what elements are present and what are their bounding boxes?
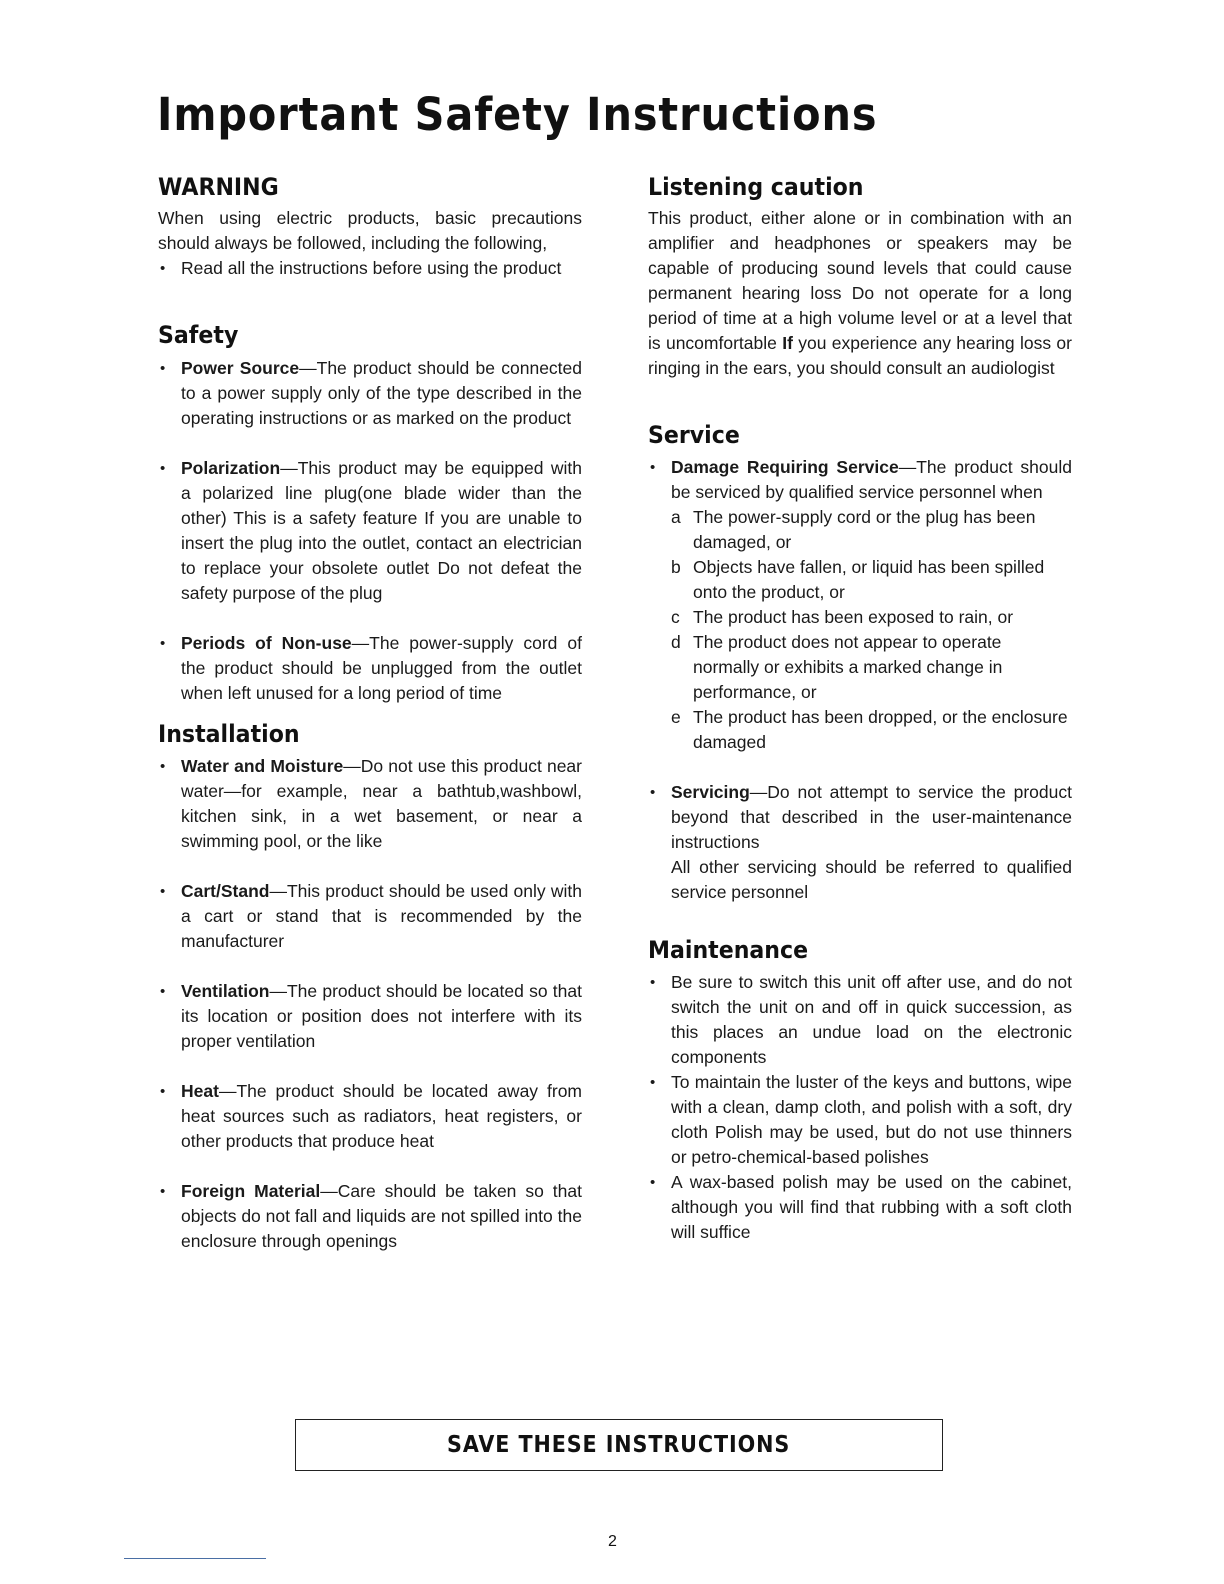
condition-b — [671, 555, 1072, 605]
item-text: —This product may be equipped with a polarized line plug(one blade wider than the other) This is a safety feature If you are unable to insert the plug into the outlet, contact an electrician to replace your obsolete outlet Do not defeat the safety purpose of the plug — [181, 458, 582, 603]
page-number: 2 — [608, 1533, 617, 1550]
installation-item-cart — [158, 879, 582, 954]
listening-heading: Listening caution — [648, 173, 864, 201]
item-label: Damage Requiring Service — [671, 457, 899, 477]
condition-text: Objects have fallen, or liquid has been spilled onto the product, or — [693, 557, 1045, 602]
item-label: Heat — [181, 1081, 219, 1101]
item-label: Cart/Stand — [181, 881, 270, 901]
left-column — [158, 172, 582, 1254]
condition-letter: e — [671, 707, 681, 727]
listening-text-c: you experience any hearing loss or ringing in the ears, you should consult an audiologist — [648, 333, 1072, 378]
item-label: Power Source — [181, 358, 300, 378]
safety-item-power-source — [158, 356, 582, 431]
item-text: —The product should be located so that its location or position does not interfere with its proper ventilation — [181, 981, 582, 1051]
installation-item-water — [158, 754, 582, 854]
item-text: —Do not use this product near water—for example, near a bathtub,washbowl, kitchen sink, in a wet basement, or near a swimming pool, or the like — [181, 756, 582, 851]
condition-text: The power-supply cord or the plug has been damaged, or — [693, 507, 1036, 552]
maintenance-item: • A wax-based polish may be used on the cabinet, although you will find that rubbing with a soft cloth will suffice — [648, 1170, 1072, 1245]
item-text: —Care should be taken so that objects do not fall and liquids are not spilled into the enclosure through openings — [181, 1181, 582, 1251]
item-text: —The product should be connected to a power supply only of the type described in the operating instructions or as marked on the product — [181, 358, 583, 428]
save-instructions-text: SAVE THESE INSTRUCTIONS — [447, 1432, 791, 1458]
footer-rule — [124, 1558, 266, 1559]
right-column — [648, 172, 1072, 1245]
item-label: Periods of Non-use — [181, 633, 352, 653]
service-item-damage — [648, 455, 1072, 505]
condition-letter: b — [671, 557, 681, 577]
item-label: Servicing — [671, 782, 750, 802]
condition-c — [671, 605, 1072, 630]
listening-text-a: This product, either alone or in combination with an amplifier and headphones or speakers may be capable of producing sound levels that could cause permanent hearing loss Do not operate for a long period of time at a high volume level or at a level that is uncomfortable — [648, 208, 1072, 353]
save-instructions-box — [295, 1419, 943, 1471]
condition-letter: d — [671, 632, 681, 652]
servicing-note: All other servicing should be referred to qualified service personnel — [671, 857, 1072, 902]
condition-e — [671, 705, 1072, 755]
maintenance-item: • Be sure to switch this unit off after use, and do not switch the unit on and off in quick succession, as this places an undue load on the electronic components — [648, 970, 1072, 1070]
condition-d — [671, 630, 1072, 705]
safety-heading: Safety — [158, 321, 239, 349]
service-item-servicing — [648, 780, 1072, 855]
warning-text: When using electric products, basic precautions should always be followed, including the following, — [158, 208, 582, 253]
safety-item-polarization — [158, 456, 582, 606]
maintenance-heading: Maintenance — [648, 936, 809, 964]
listening-text — [648, 206, 1072, 381]
maintenance-item: • To maintain the luster of the keys and buttons, wipe with a clean, damp cloth, and polish with a soft, dry cloth Polish may be used, but do not use thinners or petro-chemical-based polishes — [648, 1070, 1072, 1170]
installation-item-foreign — [158, 1179, 582, 1254]
service-heading: Service — [648, 421, 740, 449]
safety-item-non-use — [158, 631, 582, 706]
warning-bullet: • Read all the instructions before using the product — [158, 256, 582, 281]
installation-heading: Installation — [158, 720, 300, 748]
page-title: Important Safety Instructions — [157, 88, 878, 141]
item-text: —The product should be located away from heat sources such as radiators, heat registers, or other products that produce heat — [181, 1081, 582, 1151]
condition-a — [671, 505, 1072, 555]
damage-conditions-list — [648, 505, 1072, 755]
listening-text-b: If — [782, 333, 793, 353]
item-label: Foreign Material — [181, 1181, 321, 1201]
item-text: —The product should be serviced by qualified service personnel when — [671, 457, 1072, 502]
warning-heading: WARNING — [158, 173, 279, 201]
condition-text: The product has been exposed to rain, or — [693, 607, 1014, 627]
condition-letter: c — [671, 607, 680, 627]
item-label: Ventilation — [181, 981, 270, 1001]
condition-text: The product has been dropped, or the enclosure damaged — [693, 707, 1068, 752]
item-text: —The power-supply cord of the product should be unplugged from the outlet when left unused for a long period of time — [181, 633, 582, 703]
item-text: —This product should be used only with a cart or stand that is recommended by the manufacturer — [181, 881, 582, 951]
item-label: Polarization — [181, 458, 281, 478]
condition-letter: a — [671, 507, 681, 527]
item-text: —Do not attempt to service the product beyond that described in the user-maintenance instructions — [671, 782, 1072, 852]
installation-item-heat — [158, 1079, 582, 1154]
installation-item-ventilation — [158, 979, 582, 1054]
item-label: Water and Moisture — [181, 756, 344, 776]
condition-text: The product does not appear to operate normally or exhibits a marked change in performance, or — [693, 632, 1003, 702]
